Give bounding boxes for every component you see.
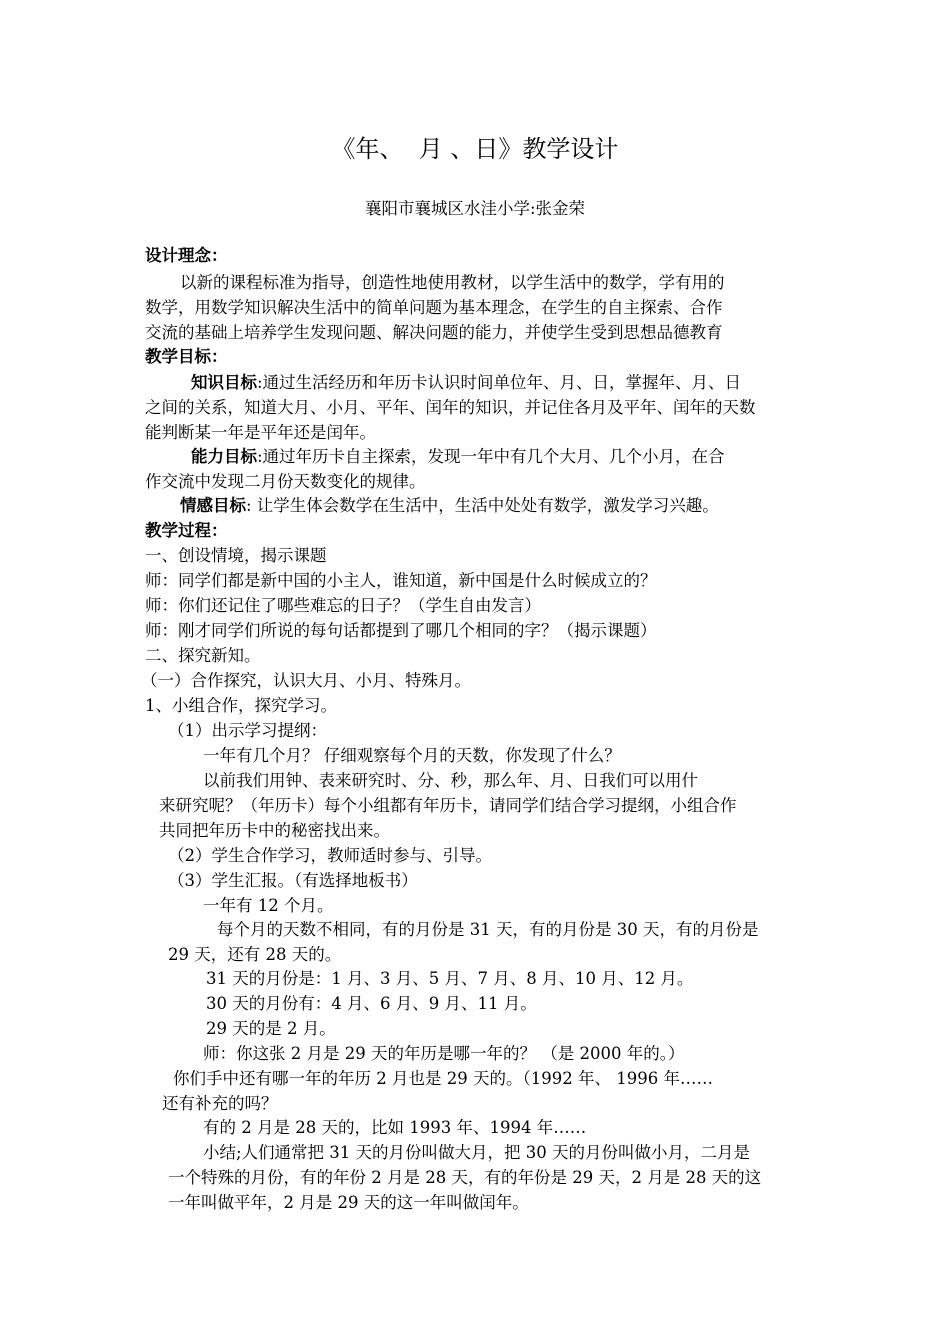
concept-line: 数学，用数学知识解决生活中的简单问题为基本理念，在学生的自主探索、合作 [145,298,723,317]
knowledge-goal-text: :通过生活经历和年历卡认识时间单位年、月、日，掌握年、月、日 [257,373,742,392]
ability-goal-line: 作交流中发现二月份天数变化的规律。 [145,472,426,491]
process-line: 31 天的月份是：1 月、3 月、5 月、7 月、8 月、10 月、12 月。 [206,969,694,988]
concept-line: 以新的课程标准为指导，创造性地使用教材，以学生活中的数学，学有用的 [180,273,725,292]
process-line: 共同把年历卡中的秘密找出来。 [159,821,390,840]
process-line: 师：你们还记住了哪些难忘的日子？（学生自由发言） [145,596,541,615]
process-line: 一年有 12 个月。 [203,896,334,915]
knowledge-goal-label: 知识目标 [191,373,257,392]
process-line: 你们手中还有哪一年的年历 2 月也是 29 天的。（1992 年、 1996 年…… [173,1069,713,1088]
process-line: 来研究呢？（年历卡）每个小组都有年历卡，请同学们结合学习提纲，小组合作 [159,796,737,815]
process-line: 小结;人们通常把 31 天的月份叫做大月，把 30 天的月份叫做小月，二月是 [203,1143,751,1162]
ability-goal-text: :通过年历卡自主探索，发现一年中有几个大月、几个小月，在合 [257,447,725,466]
process-line: （一）合作探究，认识大月、小月、特殊月。 [141,671,471,690]
process-line: 一年叫做平年，2 月是 29 天的这一年叫做闰年。 [168,1193,529,1212]
process-line: 还有补充的吗？ [162,1094,278,1113]
emotion-goal-text: : 让学生体会数学在生活中，生活中处处有数学，激发学习兴趣。 [246,496,719,515]
emotion-goal-label: 情感目标 [180,496,246,515]
process-line: 每个月的天数不相同，有的月份是 31 天，有的月份是 30 天，有的月份是 [217,920,759,939]
document-title: 《年、 月 、日》教学设计 [331,135,619,163]
ability-goal-label: 能力目标 [191,447,257,466]
emotion-goal-line [180,494,719,518]
process-heading: 教学过程： [145,521,228,540]
goals-heading: 教学目标： [145,347,228,366]
knowledge-goal-line: 之间的关系，知道大月、小月、平年、闰年的知识，并记住各月及平年、闰年的天数 [145,398,756,417]
process-line: （2）学生合作学习，教师适时参与、引导。 [168,846,492,865]
process-line: （3）学生汇报。（有选择地板书） [168,871,418,890]
process-line: 30 天的月份有：4 月、6 月、9 月、11 月。 [206,994,537,1013]
process-line: 一个特殊的月份，有的年份 2 月是 28 天，有的年份是 29 天，2 月是 28 天的这 [168,1168,762,1187]
process-line: 29 天，还有 28 天的。 [168,945,342,964]
process-line: 29 天的是 2 月。 [206,1019,336,1038]
concept-heading: 设计理念： [145,246,228,265]
process-line: 师：同学们都是新中国的小主人，谁知道，新中国是什么时候成立的？ [145,571,657,590]
process-line: 有的 2 月是 28 天的，比如 1993 年、1994 年…… [203,1118,587,1137]
knowledge-goal-line: 能判断某一年是平年还是闰年。 [145,423,376,442]
process-line: 1、小组合作，探究学习。 [145,696,337,715]
process-line: 师：刚才同学们所说的每句话都提到了哪几个相同的字？（揭示课题） [145,621,657,640]
process-line: 一年有几个月？ 仔细观察每个月的天数，你发现了什么？ [203,746,621,765]
author-line: 襄阳市襄城区水洼小学:张金荣 [364,199,586,218]
process-line: 以前我们用钟、表来研究时、分、秒，那么年、月、日我们可以用什 [203,771,698,790]
process-line: 二、探究新知。 [145,646,261,665]
process-line: 一、创设情境，揭示课题 [145,546,327,565]
concept-line: 交流的基础上培养学生发现问题、解决问题的能力，并使学生受到思想品德教育 [145,323,723,342]
knowledge-goal-line [191,371,741,395]
process-line: （1）出示学习提纲： [168,721,327,740]
process-line: 师：你这张 2 月是 29 天的年历是哪一年的？ （是 2000 年的。） [203,1044,685,1063]
ability-goal-line [191,445,725,469]
